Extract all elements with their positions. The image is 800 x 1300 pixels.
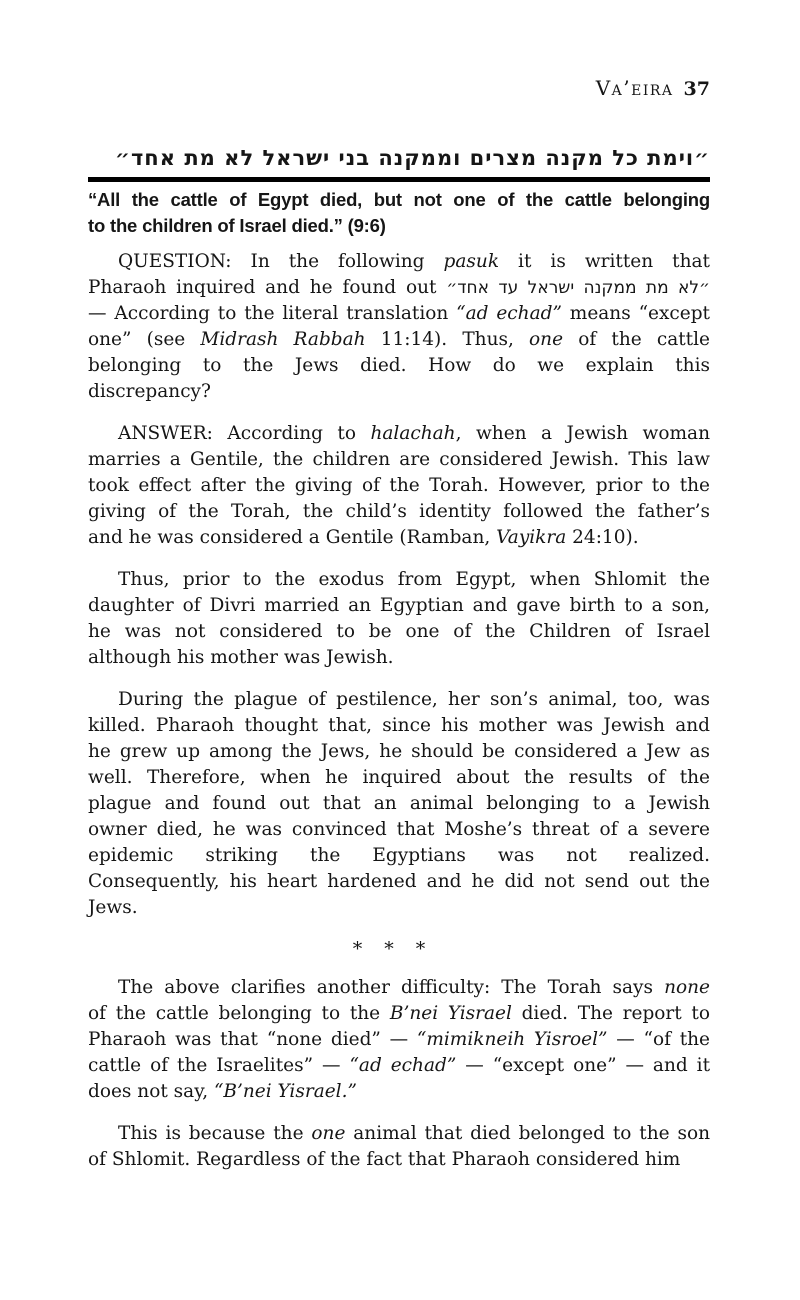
text-run: belonging to the Jews died. How do we explain this bbox=[88, 355, 710, 376]
text-line bbox=[88, 869, 710, 895]
text-line bbox=[88, 619, 710, 645]
text-line bbox=[88, 817, 710, 843]
text-run: daughter of Divri married an Egyptian and gave birth to a son, bbox=[88, 595, 710, 616]
text-line bbox=[88, 975, 710, 1001]
italic-text: “mimikneih Yisroel” bbox=[416, 1029, 608, 1050]
italic-text: “ad echad” bbox=[456, 303, 562, 324]
hebrew-verse-heading: ״וימת כל מקנה מצרים וממקנה בני ישראל לא מת אחד״ bbox=[115, 146, 710, 170]
commentary-text bbox=[88, 249, 710, 1173]
text-run: of Shlomit. Regardless of the fact that Pharaoh considered him bbox=[88, 1149, 681, 1170]
text-run: one” (see bbox=[88, 329, 201, 350]
text-run: — “except one” — and it bbox=[456, 1055, 711, 1076]
text-run: although his mother was Jewish. bbox=[88, 647, 394, 668]
heading-rule bbox=[88, 177, 710, 182]
page-content bbox=[88, 146, 710, 1189]
text-run: epidemic striking the Egyptians was not realized. bbox=[88, 845, 710, 866]
text-line bbox=[88, 421, 710, 447]
hebrew-phrase: ״לא מת ממקנה ישראל עד אחד״ bbox=[446, 278, 710, 298]
text-line bbox=[88, 327, 710, 353]
text-line bbox=[88, 499, 710, 525]
text-line bbox=[88, 739, 710, 765]
text-line bbox=[88, 1079, 710, 1105]
question-paragraph bbox=[88, 249, 710, 405]
page-number: 37 bbox=[683, 78, 710, 100]
running-head bbox=[88, 76, 710, 100]
text-run: Thus, prior to the exodus from Egypt, when Shlomit the bbox=[118, 569, 710, 590]
english-verse-heading bbox=[88, 187, 710, 239]
text-run: QUESTION: In the following bbox=[118, 251, 444, 272]
italic-text: Midrash Rabbah bbox=[200, 329, 366, 350]
text-line bbox=[88, 1121, 710, 1147]
text-line bbox=[88, 895, 710, 921]
text-line bbox=[88, 765, 710, 791]
text-line bbox=[88, 447, 710, 473]
text-run: ANSWER: According to bbox=[118, 423, 371, 444]
asterisk-separator: * * * bbox=[352, 938, 426, 960]
italic-text: Vayikra bbox=[496, 527, 567, 548]
text-run: “All the cattle of Egypt died, but not one of the cattle belonging bbox=[88, 189, 710, 210]
text-run: died. The report to bbox=[511, 1003, 710, 1024]
text-run: Consequently, his heart hardened and he did not send out the bbox=[88, 871, 710, 892]
text-run: animal that died belonged to the son bbox=[345, 1123, 711, 1144]
text-run: of the cattle bbox=[563, 329, 710, 350]
text-line bbox=[88, 1027, 710, 1053]
text-line bbox=[88, 353, 710, 379]
italic-text: one bbox=[311, 1123, 346, 1144]
text-run: took effect after the giving of the Torah. However, prior to the bbox=[88, 475, 710, 496]
shlomit-paragraph bbox=[88, 567, 710, 671]
text-run: does not say, bbox=[88, 1081, 214, 1102]
text-run: Pharaoh was that “none died” — bbox=[88, 1029, 417, 1050]
text-line bbox=[88, 843, 710, 869]
text-run: well. Therefore, when he inquired about the results of the bbox=[88, 767, 710, 788]
text-line bbox=[88, 645, 710, 671]
italic-text: “B’nei Yisrael.” bbox=[213, 1081, 357, 1102]
text-run: to the children of Israel died.” (9:6) bbox=[88, 215, 386, 236]
text-line bbox=[88, 791, 710, 817]
text-line bbox=[88, 687, 710, 713]
text-run: he grew up among the Jews, he should be considered a Jew as bbox=[88, 741, 710, 762]
text-run: killed. Pharaoh thought that, since his mother was Jewish and bbox=[88, 715, 710, 736]
text-run: giving of the Torah, the child’s identity followed the father’s bbox=[88, 501, 710, 522]
text-run: — According to the literal translation bbox=[88, 303, 457, 324]
italic-text: B’nei Yisrael bbox=[389, 1003, 512, 1024]
text-line bbox=[88, 301, 710, 327]
text-line bbox=[88, 1001, 710, 1027]
text-run: Jews. bbox=[88, 897, 138, 918]
italic-text: pasuk bbox=[443, 251, 500, 272]
text-run: , when a Jewish woman bbox=[455, 423, 711, 444]
text-line bbox=[88, 249, 710, 275]
italic-text: one bbox=[529, 329, 564, 350]
text-line bbox=[88, 713, 710, 739]
text-line bbox=[88, 1053, 710, 1079]
text-line bbox=[88, 213, 710, 239]
text-run: plague and found out that an animal belonging to a Jewish bbox=[88, 793, 710, 814]
text-run: marries a Gentile, the children are considered Jewish. This law bbox=[88, 449, 710, 470]
text-run: 24:10). bbox=[566, 527, 639, 548]
text-run: and he was considered a Gentile (Ramban, bbox=[88, 527, 497, 548]
text-run: 11:14). Thus, bbox=[365, 329, 530, 350]
clarification-paragraph bbox=[88, 975, 710, 1105]
text-run: owner died, he was convinced that Moshe’s threat of a severe bbox=[88, 819, 710, 840]
italic-text: “ad echad” bbox=[349, 1055, 457, 1076]
conclusion-paragraph bbox=[88, 1121, 710, 1173]
text-run: During the plague of pestilence, her son’s animal, too, was bbox=[118, 689, 710, 710]
text-run: means “except bbox=[561, 303, 710, 324]
text-line bbox=[88, 567, 710, 593]
text-line bbox=[88, 593, 710, 619]
text-run: discrepancy? bbox=[88, 381, 211, 402]
text-line bbox=[88, 379, 710, 405]
text-run: of the cattle belonging to the bbox=[88, 1003, 390, 1024]
text-run: — “of the bbox=[607, 1029, 711, 1050]
parsha-title: Va’eira bbox=[595, 76, 674, 100]
italic-text: halachah bbox=[370, 423, 456, 444]
italic-text: none bbox=[664, 977, 710, 998]
text-run: cattle of the Israelites” — bbox=[88, 1055, 350, 1076]
text-run: it is written that bbox=[499, 251, 710, 272]
text-run: Pharaoh inquired and he found out bbox=[88, 277, 447, 298]
text-run: he was not considered to be one of the Children of Israel bbox=[88, 621, 710, 642]
answer-paragraph bbox=[88, 421, 710, 551]
text-run: The above clarifies another difficulty: The Torah says bbox=[118, 977, 665, 998]
text-line bbox=[88, 275, 710, 301]
text-run: This is because the bbox=[118, 1123, 312, 1144]
text-line bbox=[88, 525, 710, 551]
text-line bbox=[88, 1147, 710, 1173]
plague-paragraph bbox=[88, 687, 710, 921]
text-line bbox=[88, 473, 710, 499]
text-line bbox=[88, 187, 710, 213]
